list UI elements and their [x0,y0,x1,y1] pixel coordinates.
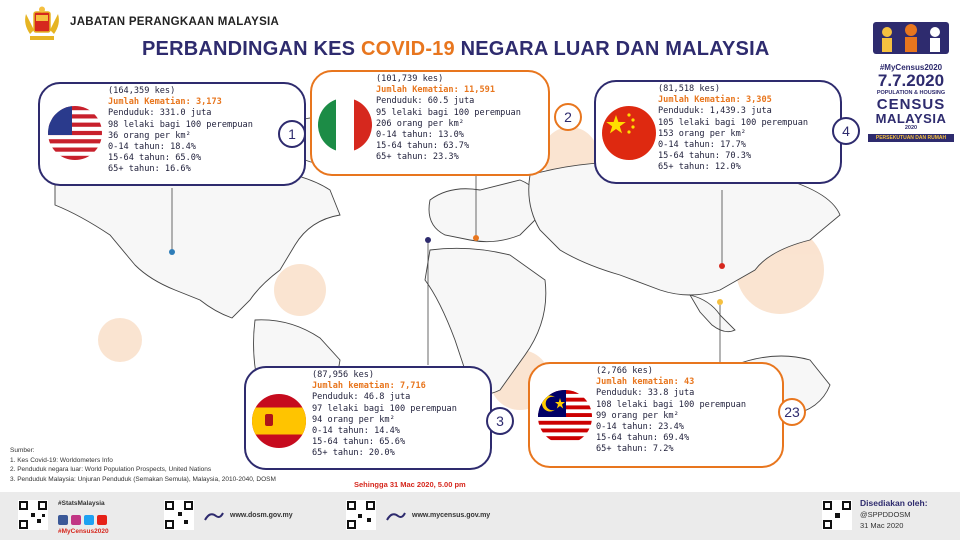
title-highlight: COVID-19 [360,38,455,60]
country-card-china [594,80,842,184]
cases-count: (2,766 kes) [596,366,653,376]
instagram-icon[interactable] [71,515,81,525]
age-15-64: 15-64 tahun: 65.0% [108,153,202,164]
cases-count: (87,956 kes) [312,370,375,380]
southeast-asia [690,295,735,332]
death-count: Jumlah Kematian: 3,305 [658,95,772,106]
cases-count: (164,359 kes) [108,86,176,96]
card-text-china [658,84,808,174]
country-card-italy [310,70,550,176]
population: Penduduk: 60.5 juta [376,96,475,107]
census-footnote: PERSEKUTUAN DAN RUMAH [868,134,954,142]
rank-badge-spain: 3 [486,407,514,435]
card-text-spain [312,370,457,460]
age-0-14: 0-14 tahun: 18.4% [108,142,196,153]
card-text-usa [108,86,253,176]
death-count: Jumlah kematian: 43 [596,377,695,388]
age-0-14: 0-14 tahun: 17.7% [658,140,746,151]
country-card-malaysia [528,362,784,468]
age-0-14: 0-14 tahun: 23.4% [596,422,684,433]
card-text-italy [376,74,521,164]
dosm-logo-icon [204,510,224,522]
sex-ratio: 105 lelaki bagi 100 perempuan [658,117,809,128]
cases-count: (81,518 kes) [658,84,721,94]
census-family-icon [871,16,951,56]
malaysia-flag-icon [538,390,592,444]
age-15-64: 15-64 tahun: 63.7% [376,141,470,152]
population: Penduduk: 331.0 juta [108,108,212,119]
social-icons [58,515,107,525]
source-item: 2. Penduduk negara luar: World Population Prospects, United Nations [10,466,212,473]
age-15-64: 15-64 tahun: 69.4% [596,433,690,444]
rank-badge-italy: 2 [554,103,582,131]
census-small-logo-icon [386,510,406,522]
age-0-14: 0-14 tahun: 14.4% [312,426,400,437]
density: 99 orang per km² [596,410,679,421]
title-part1: PERBANDINGAN KES [142,38,361,60]
census-subtitle: POPULATION & HOUSING [876,90,946,96]
population: Penduduk: 46.8 juta [312,392,411,403]
age-65-plus: 65+ tahun: 12.0% [658,162,741,173]
title-part2: NEGARA LUAR DAN MALAYSIA [454,38,770,60]
sources-block [10,446,276,484]
death-count: Jumlah Kematian: 11,591 [376,85,495,96]
source-item: 1. Kes Covid-19: Worldometers Info [10,456,113,464]
europe [429,180,541,242]
rank-badge-malaysia: 23 [778,398,806,426]
census-word: CENSUS [876,96,946,113]
spain-flag-icon [252,394,306,448]
page-title [142,38,769,61]
prepared-by-block [860,498,928,531]
country-card-spain [244,366,492,470]
qr-code-prepared-icon[interactable] [822,500,852,530]
china-flag-icon [602,106,656,160]
social-handle: #StatsMalaysia [58,500,105,507]
twitter-icon[interactable] [84,515,94,525]
death-count: Jumlah Kematian: 3,173 [108,97,222,108]
facebook-icon[interactable] [58,515,68,525]
sex-ratio: 98 lelaki bagi 100 perempuan [108,119,253,130]
social-tag: #MyCensus2020 [58,528,109,535]
census-date: 7.7.2020 [877,71,945,90]
rank-badge-usa: 1 [278,120,306,148]
prepared-label: Disediakan oleh: [860,498,928,508]
age-65-plus: 65+ tahun: 16.6% [108,164,191,175]
sources-heading: Sumber: [10,447,35,454]
agency-name: JABATAN PERANGKAAN MALAYSIA [70,16,280,28]
usa-flag-icon [48,106,102,160]
sex-ratio: 97 lelaki bagi 100 perempuan [312,403,457,414]
census-website-link[interactable]: www.mycensus.gov.my [412,512,491,519]
density: 36 orang per km² [108,130,191,141]
italy-flag-icon [318,98,372,152]
cases-count: (101,739 kes) [376,74,444,84]
as-of-date: Sehingga 31 Mac 2020, 5.00 pm [354,480,466,489]
card-text-malaysia [596,366,746,456]
rank-badge-china: 4 [832,117,860,145]
population: Penduduk: 33.8 juta [596,388,695,399]
census-hashtag: #MyCensus2020 [879,63,943,72]
qr-code-census-icon[interactable] [346,500,376,530]
qr-code-icon[interactable] [18,500,48,530]
youtube-icon[interactable] [97,515,107,525]
density: 94 orang per km² [312,414,395,425]
age-15-64: 15-64 tahun: 70.3% [658,151,752,162]
qr-code-dosm-icon[interactable] [164,500,194,530]
age-65-plus: 65+ tahun: 20.0% [312,448,395,459]
age-0-14: 0-14 tahun: 13.0% [376,130,464,141]
density: 206 orang per km² [376,118,464,129]
population: Penduduk: 1,439.3 juta [658,106,772,117]
source-item: 3. Penduduk Malaysia: Unjuran Penduduk (Semakan Semula), Malaysia, 2010-2040, DOSM [10,475,276,483]
census-year: 2020 [904,125,918,131]
age-65-plus: 65+ tahun: 7.2% [596,444,674,455]
density: 153 orang per km² [658,128,746,139]
death-count: Jumlah kematian: 7,716 [312,381,426,392]
dosm-website-link[interactable]: www.dosm.gov.my [230,512,293,519]
prepared-handle: @SPPDDOSM [860,510,911,519]
prepared-date: 31 Mac 2020 [860,521,904,530]
sex-ratio: 95 lelaki bagi 100 perempuan [376,107,521,118]
sex-ratio: 108 lelaki bagi 100 perempuan [596,399,747,410]
malaysia-coat-of-arms-icon [20,6,64,42]
age-15-64: 15-64 tahun: 65.6% [312,437,406,448]
census-country: MALAYSIA [875,111,947,126]
country-card-usa [38,82,306,186]
age-65-plus: 65+ tahun: 23.3% [376,152,459,163]
